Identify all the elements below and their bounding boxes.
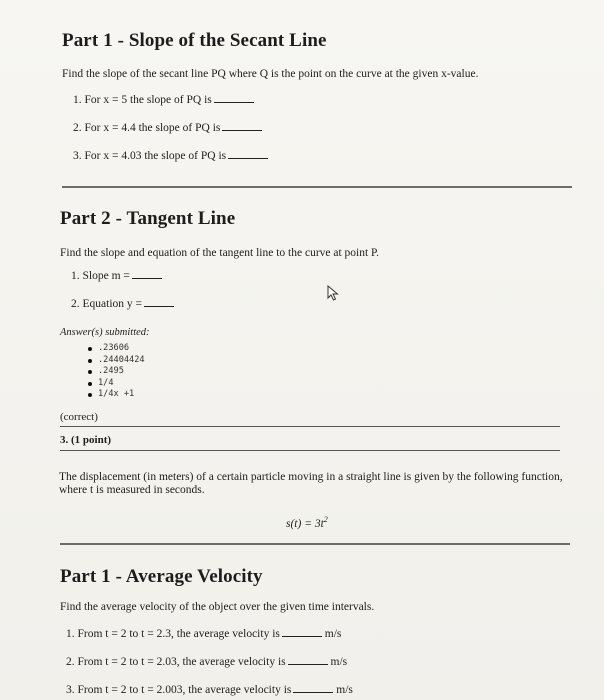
tangent-item-2 [71, 298, 174, 310]
part2-tangent-title: Part 2 - Tangent Line [60, 208, 236, 229]
velocity-unit-2: m/s [330, 656, 348, 668]
velocity-item-2 [66, 656, 347, 668]
part1-secant-title: Part 1 - Slope of the Secant Line [62, 30, 327, 51]
part1-secant-instruction: Find the slope of the secant line PQ where Q is the point on the curve at the given x-value. [62, 68, 479, 80]
section-divider-2 [60, 543, 570, 545]
secant-item-2-label: 2. For x = 4.4 the slope of PQ is [73, 122, 221, 134]
mouse-pointer-icon [327, 285, 341, 306]
tangent-item-2-label: 2. Equation y = [71, 298, 143, 310]
velocity-unit-3: m/s [336, 684, 353, 696]
problem3-text: The displacement (in meters) of a certain particle moving in a straight line is given by the following function, where t is measured in seconds. [59, 471, 563, 496]
slope-input[interactable] [132, 277, 162, 279]
part2-tangent-instruction: Find the slope and equation of the tangent line to the curve at point P. [60, 247, 380, 259]
answers-list [86, 343, 145, 401]
tangent-item-1 [71, 270, 162, 282]
secant-answer-3-input[interactable] [228, 157, 268, 159]
problem3-header: 3. (1 point) [60, 434, 112, 446]
answer-item: .23606 [86, 343, 145, 355]
velocity-unit-1: m/s [324, 628, 342, 640]
secant-answer-2-input[interactable] [222, 129, 262, 131]
secant-item-2 [73, 122, 262, 134]
displacement-formula: $s(t) = 3t^2$ [286, 515, 328, 530]
answer-item: 1/4x +1 [86, 389, 145, 401]
answer-item: .24404424 [86, 355, 145, 367]
secant-item-3-label: 3. For x = 4.03 the slope of PQ is [73, 150, 227, 162]
velocity-item-1 [66, 628, 341, 640]
answers-submitted-title: Answer(s) submitted: [60, 327, 150, 338]
section-divider [62, 186, 572, 188]
velocity-answer-3-input[interactable] [293, 691, 333, 693]
secant-answer-1-input[interactable] [214, 101, 254, 103]
answer-item: .2495 [86, 366, 145, 378]
answer-item: 1/4 [86, 378, 145, 390]
problem-divider-top [60, 426, 560, 427]
part1-velocity-title: Part 1 - Average Velocity [60, 566, 263, 587]
secant-item-1 [73, 94, 254, 106]
problem-divider-bottom [60, 450, 560, 451]
velocity-answer-2-input[interactable] [288, 663, 328, 665]
velocity-item-3 [66, 684, 353, 696]
velocity-item-1-label: 1. From t = 2 to t = 2.3, the average velocity is [66, 628, 280, 640]
status-correct: (correct) [60, 411, 98, 423]
tangent-item-1-label: 1. Slope m = [71, 270, 130, 282]
equation-input[interactable] [144, 305, 174, 307]
velocity-item-2-label: 2. From t = 2 to t = 2.03, the average velocity is [66, 656, 286, 668]
secant-item-3 [73, 150, 268, 162]
part1-velocity-instruction: Find the average velocity of the object over the given time intervals. [60, 601, 375, 613]
secant-item-1-label: 1. For x = 5 the slope of PQ is [73, 94, 212, 106]
velocity-answer-1-input[interactable] [282, 635, 322, 637]
velocity-item-3-label: 3. From t = 2 to t = 2.003, the average velocity is [66, 684, 292, 696]
